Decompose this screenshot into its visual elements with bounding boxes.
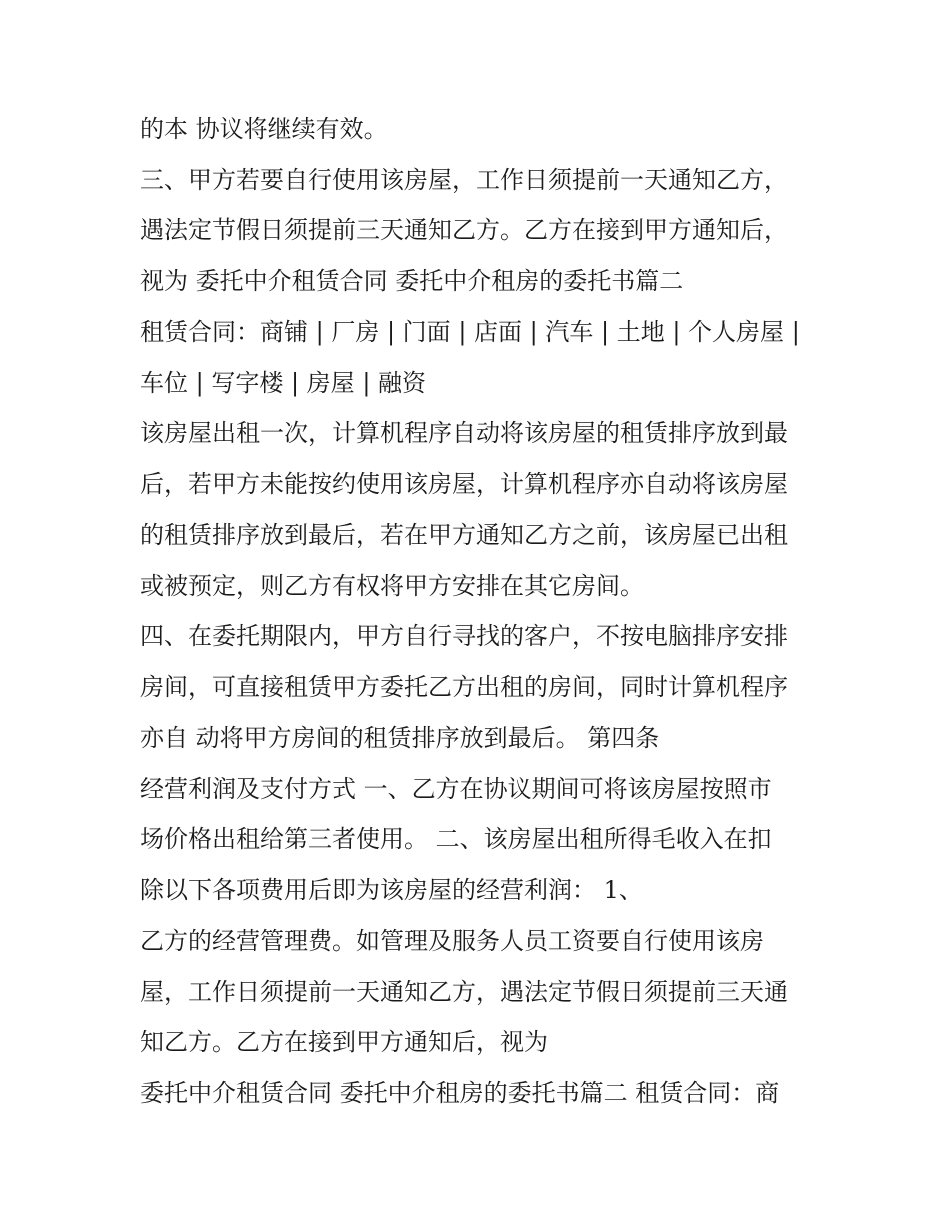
text-line: 知乙方。乙方在接到甲方通知后，视为 [140,1028,548,1056]
text-line: 三、甲方若要自行使用该房屋，工作日须提前一天通知乙方， [140,166,788,194]
text-line: 委托中介租赁合同 委托中介租房的委托书篇二 租赁合同：商 [140,1079,780,1107]
text-line: 或被预定，则乙方有权将甲方安排在其它房间。 [140,572,644,600]
text-line: 后，若甲方未能按约使用该房屋，计算机程序亦自动将该房屋 [140,470,788,498]
text-line: 车位 | 写字楼 | 房屋 | 融资 [140,369,427,397]
text-line: 场价格出租给第三者使用。 二、该房屋出租所得毛收入在扣 [140,825,772,853]
text-line: 屋，工作日须提前一天通知乙方，遇法定节假日须提前三天通 [140,978,788,1006]
text-line: 乙方的经营管理费。如管理及服务人员工资要自行使用该房 [140,927,764,955]
text-line: 经营利润及支付方式 一、乙方在协议期间可将该房屋按照市 [140,775,772,803]
text-line: 四、在委托期限内，甲方自行寻找的客户，不按电脑排序安排 [140,622,788,650]
text-line: 房间，可直接租赁甲方委托乙方出租的房间，同时计算机程序 [140,673,788,701]
text-line: 的本 协议将继续有效。 [140,115,388,143]
text-line: 遇法定节假日须提前三天通知乙方。乙方在接到甲方通知后， [140,216,788,244]
text-line: 租赁合同：商铺 | 厂房 | 门面 | 店面 | 汽车 | 土地 | 个人房屋 | [140,318,800,346]
text-line: 除以下各项费用后即为该房屋的经营利润： 1、 [140,876,643,904]
text-line: 视为 委托中介租赁合同 委托中介租房的委托书篇二 [140,267,684,295]
text-line: 的租赁排序放到最后，若在甲方通知乙方之前，该房屋已出租 [140,521,788,549]
text-line: 亦自 动将甲方房间的租赁排序放到最后。 第四条 [140,724,660,752]
text-line: 该房屋出租一次，计算机程序自动将该房屋的租赁排序放到最 [140,419,788,447]
